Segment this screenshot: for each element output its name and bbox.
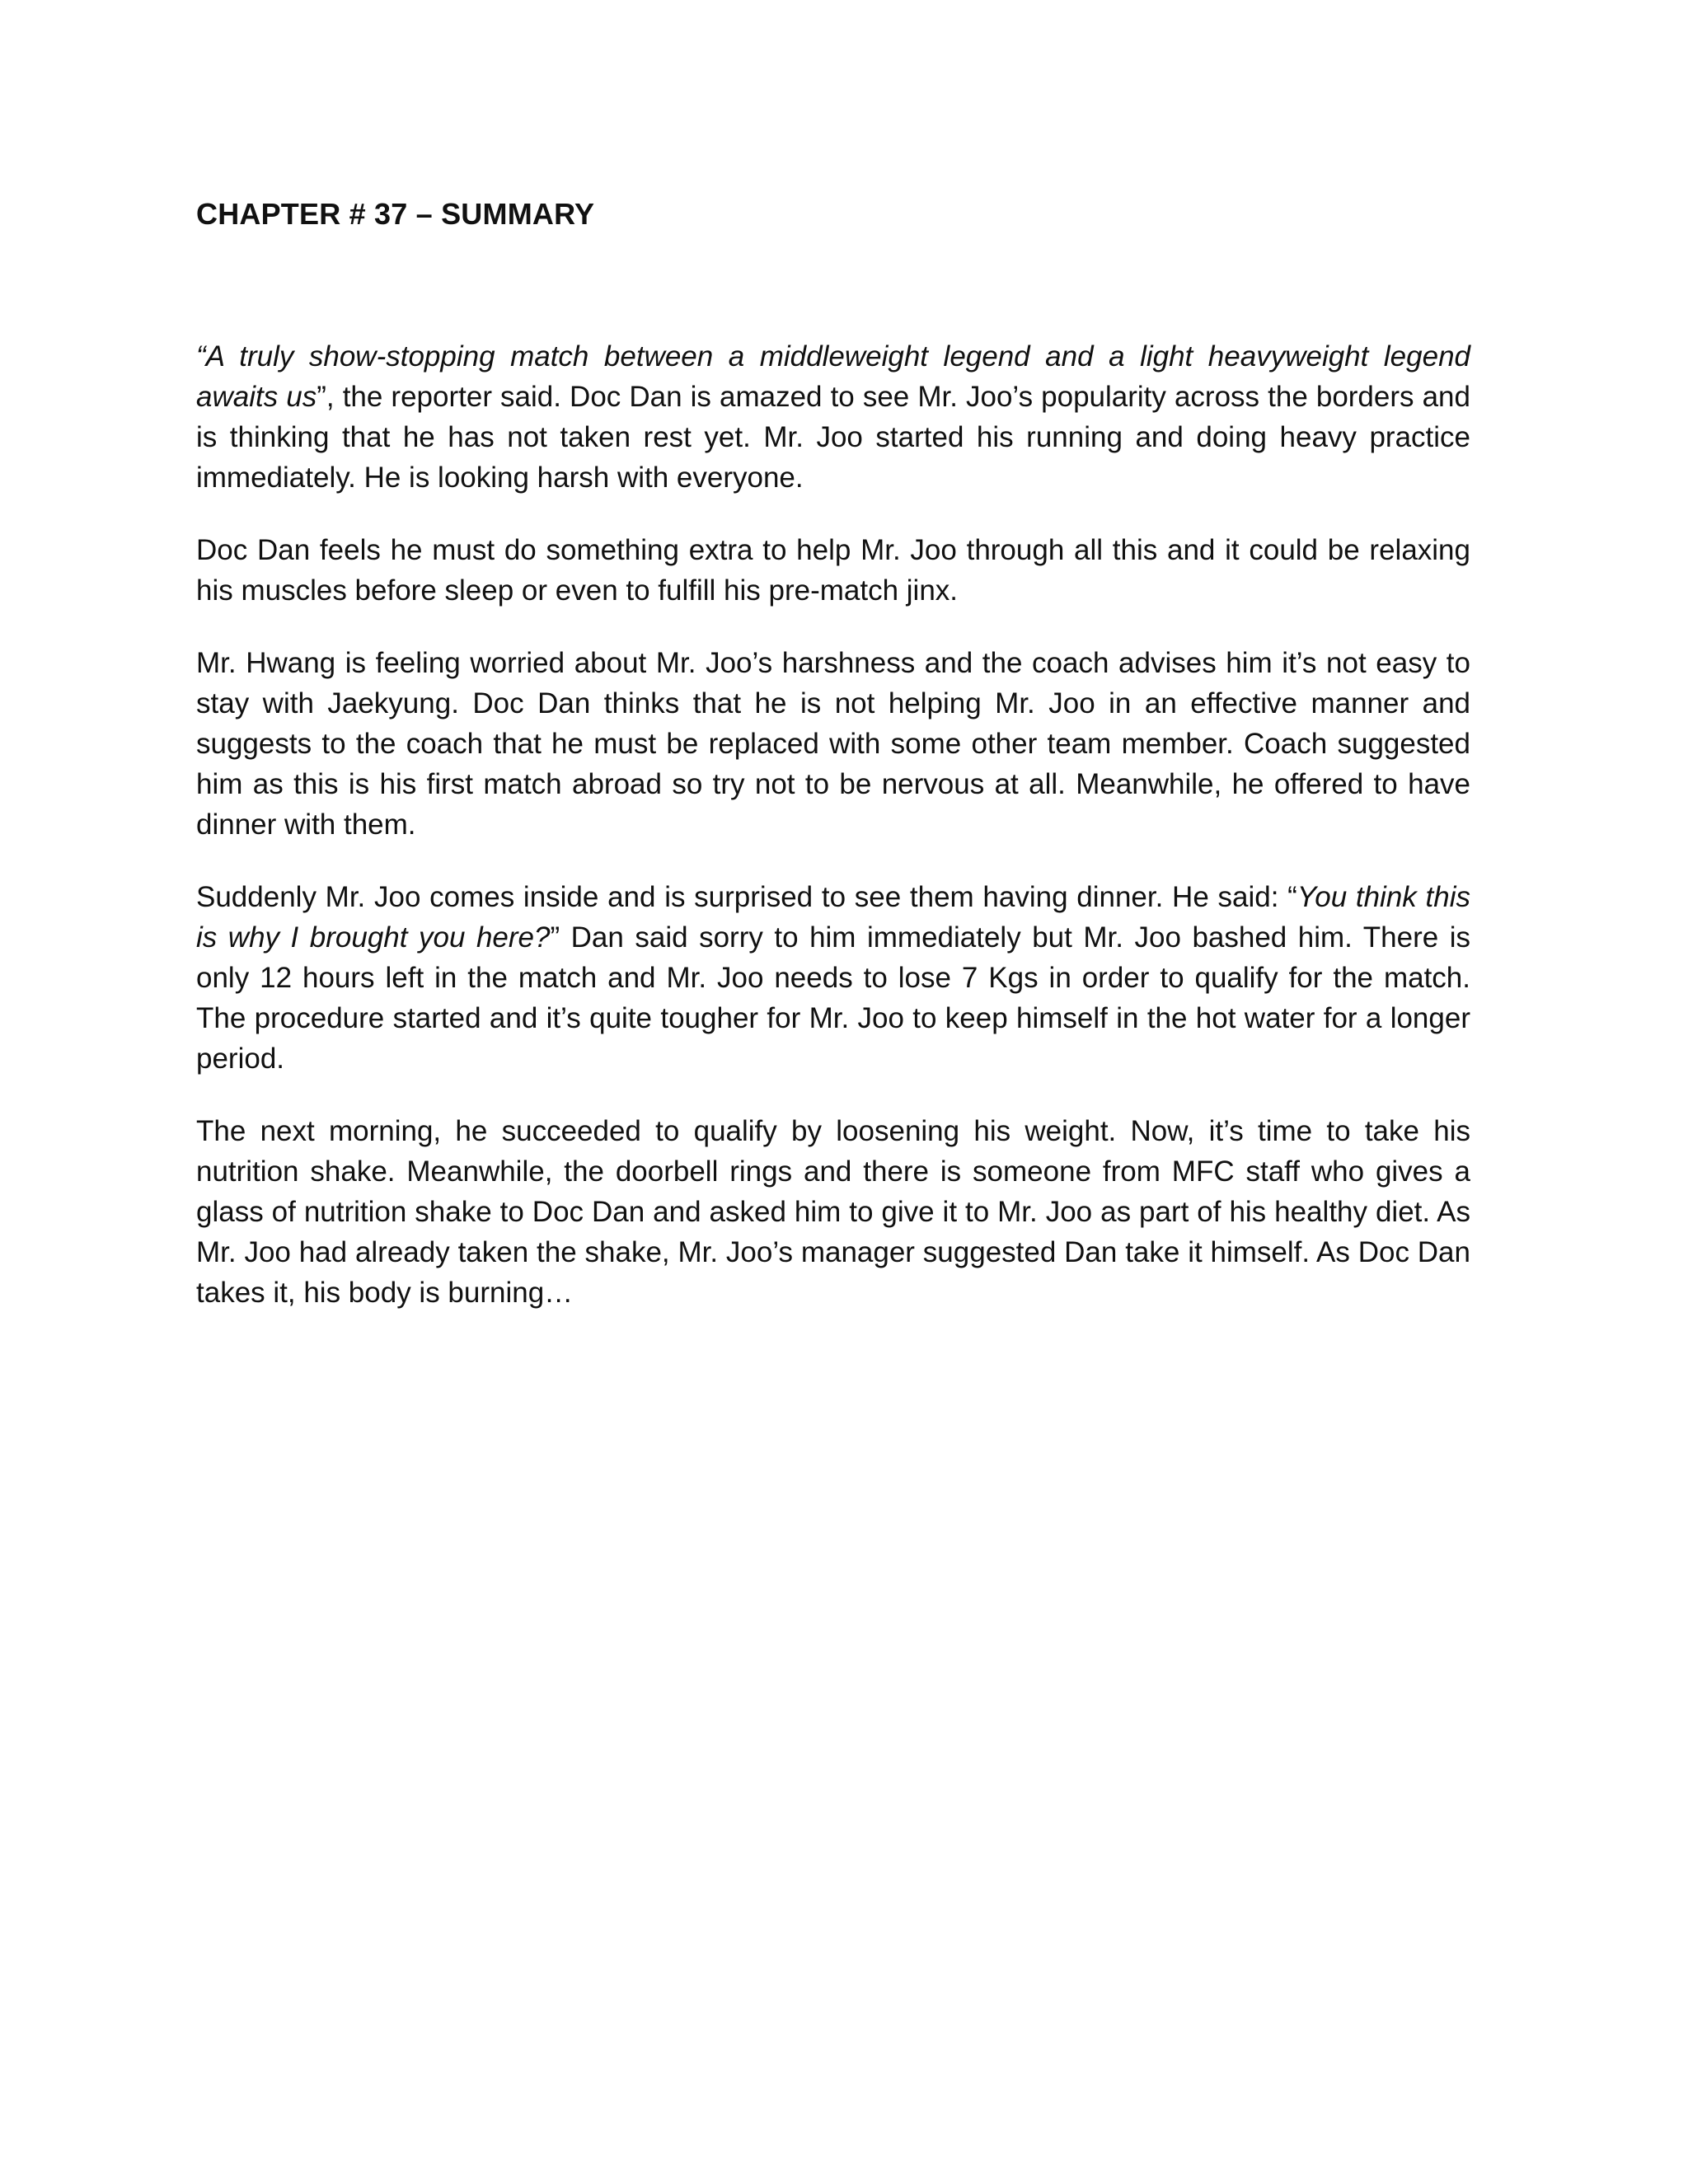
paragraph-3: Mr. Hwang is feeling worried about Mr. Joo’s harshness and the coach advises him it’s not easy to stay with Jaekyung. Doc Dan thinks that he is not helping Mr. Joo in an effective manner and suggests to the coach that he must be replaced with some other team member. Coach suggested him as this is his first match abroad so try not to be nervous at all. Meanwhile, he offered to have dinner with them. — [196, 647, 1470, 841]
paragraph-4-text-start: Suddenly Mr. Joo comes inside and is surprised to see them having dinner. He said: “ — [196, 881, 1297, 913]
joo-quote: You think this is why I brought you here? — [196, 881, 1470, 954]
summary-body — [196, 336, 1470, 1313]
paragraph-1-text: ”, the reporter said. Doc Dan is amazed to see Mr. Joo’s popularity across the borders and is thinking that he has not taken rest yet. Mr. Joo started his running and doing heavy practice immediately. He is looking harsh with everyone. — [196, 381, 1470, 494]
paragraph-5: The next morning, he succeeded to qualify by loosening his weight. Now, it’s time to take his nutrition shake. Meanwhile, the doorbell rings and there is someone from MFC staff who gives a glass of nutrition shake to Doc Dan and asked him to give it to Mr. Joo as part of his healthy diet. As Mr. Joo had already taken the shake, Mr. Joo’s manager suggested Dan take it himself. As Doc Dan takes it, his body is burning… — [196, 1115, 1470, 1309]
paragraph-4-text-end: ” Dan said sorry to him immediately but Mr. Joo bashed him. There is only 12 hours left in the match and Mr. Joo needs to lose 7 Kgs in order to qualify for the match. The procedure started and it’s quite tougher for Mr. Joo to keep himself in the hot water for a longer period. — [196, 921, 1471, 1075]
paragraph-1 — [196, 336, 1470, 498]
paragraph-4 — [196, 877, 1470, 1079]
chapter-title: CHAPTER # 37 – SUMMARY — [196, 197, 595, 231]
reporter-quote: “A truly show-stopping match between a middleweight legend and a light heavyweight legend awaits us — [196, 340, 1470, 413]
document-page — [196, 194, 1470, 1345]
paragraph-2: Doc Dan feels he must do something extra to help Mr. Joo through all this and it could be relaxing his muscles before sleep or even to fulfill his pre-match jinx. — [196, 534, 1470, 607]
